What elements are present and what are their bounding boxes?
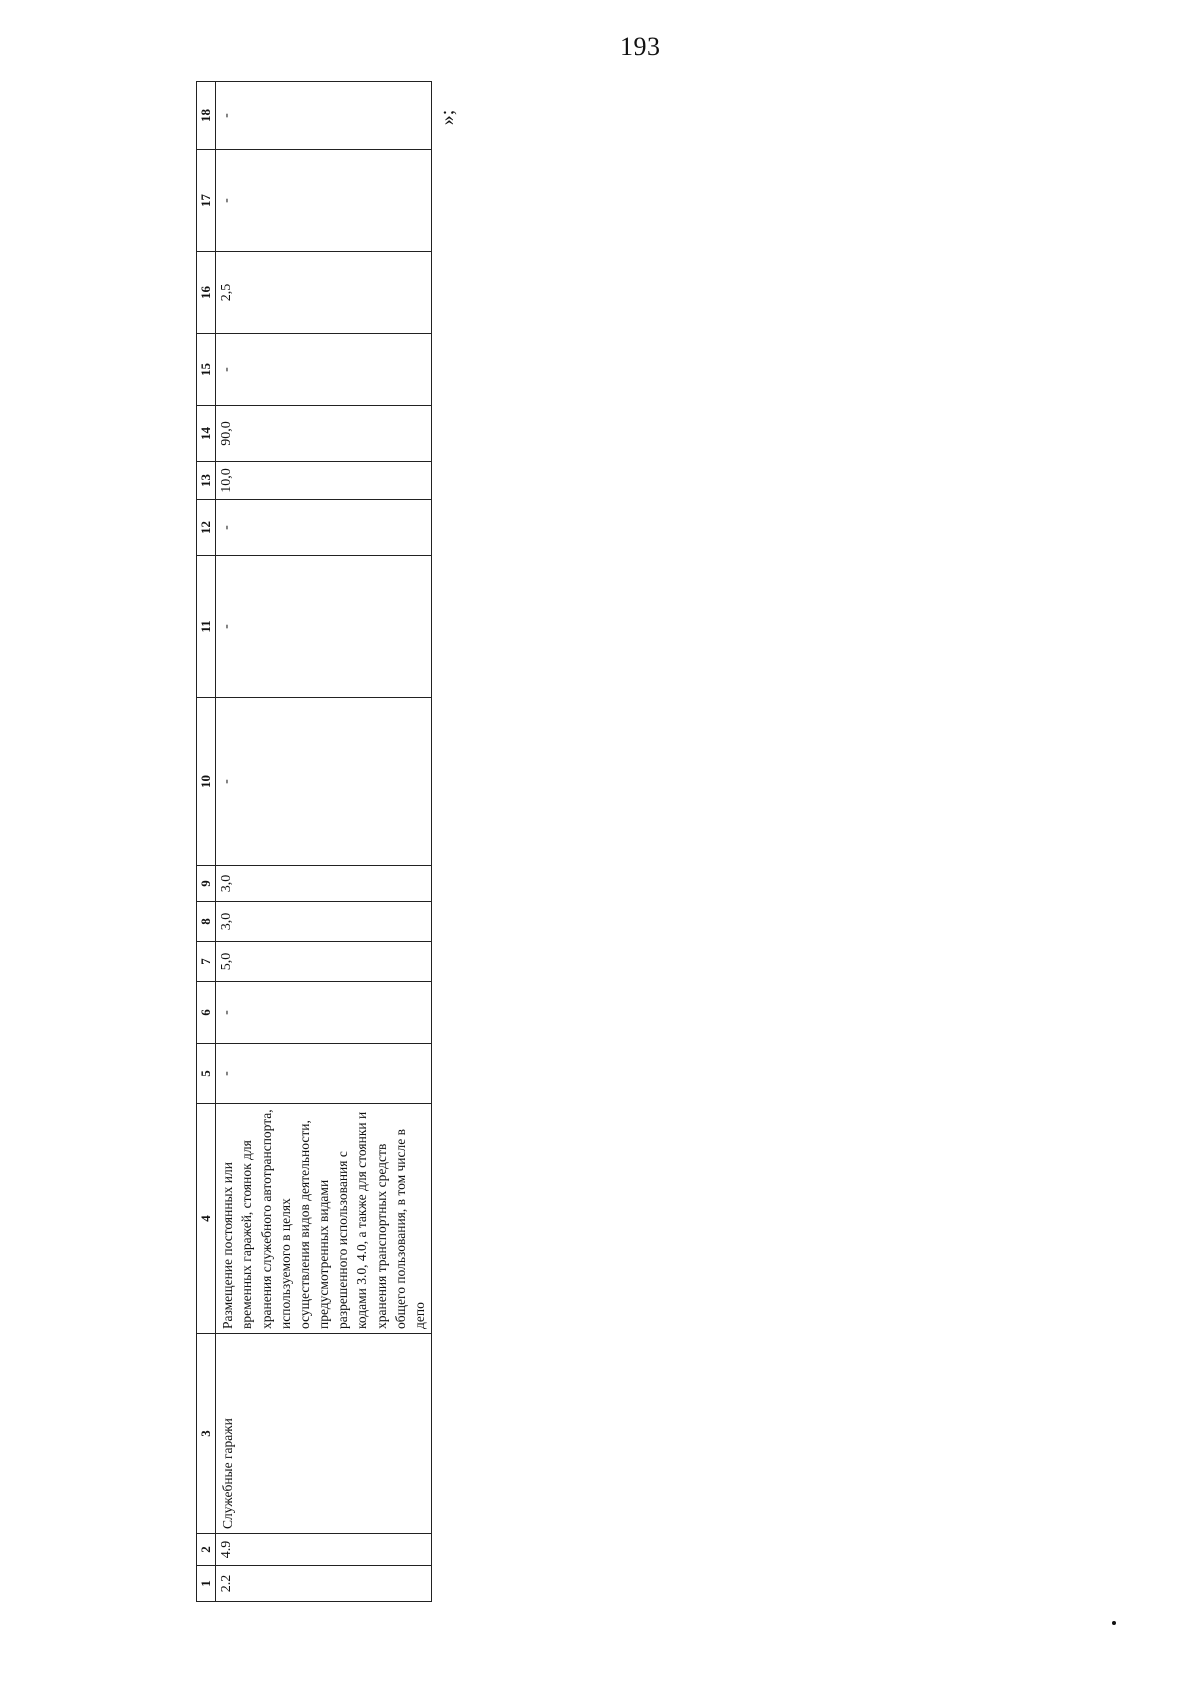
cell-col-9: 3,0 [216, 866, 432, 902]
header-col-2: 2 [197, 1534, 216, 1566]
header-col-9: 9 [197, 866, 216, 902]
header-col-18: 18 [197, 82, 216, 150]
cell-col-16: 2,5 [216, 252, 432, 334]
header-col-15: 15 [197, 334, 216, 406]
table-row [216, 82, 432, 1602]
header-row [197, 82, 216, 1602]
header-col-11: 11 [197, 556, 216, 698]
header-col-14: 14 [197, 406, 216, 462]
header-col-12: 12 [197, 500, 216, 556]
header-col-16: 16 [197, 252, 216, 334]
header-col-6: 6 [197, 982, 216, 1044]
cell-col-13: 10,0 [216, 462, 432, 500]
header-col-8: 8 [197, 902, 216, 942]
scan-dot [1112, 1621, 1116, 1625]
cell-land-use-description: Размещение постоянных или временных гаражей, стоянок для хранения служебного автотранспорта, используемого в целях осуществления видов деятельности, предусмотренных видами разрешенного использования с кодами 3.0, 4.0, а также для стоянки и хранения транспортных средств общего пользования, в том числе в депо [216, 1104, 432, 1334]
cell-col-11: - [216, 556, 432, 698]
header-col-7: 7 [197, 942, 216, 982]
cell-col-10: - [216, 698, 432, 866]
header-col-17: 17 [197, 150, 216, 252]
cell-col-17: - [216, 150, 432, 252]
header-col-3: 3 [197, 1334, 216, 1534]
header-col-4: 4 [197, 1104, 216, 1334]
cell-subcode: 4.9 [216, 1534, 432, 1566]
cell-code: 2.2 [216, 1566, 432, 1602]
cell-col-14: 90,0 [216, 406, 432, 462]
header-col-5: 5 [197, 1044, 216, 1104]
cell-col-12: - [216, 500, 432, 556]
page-number: 193 [620, 32, 661, 61]
header-col-1: 1 [197, 1566, 216, 1602]
header-col-10: 10 [197, 698, 216, 866]
closing-quote: »; [436, 109, 459, 126]
cell-col-5: - [216, 1044, 432, 1104]
cell-land-use-name: Служебные гаражи [216, 1334, 432, 1534]
cell-col-8: 3,0 [216, 902, 432, 942]
cell-col-18: - [216, 82, 432, 150]
land-use-table [196, 81, 432, 1602]
cell-col-6: - [216, 982, 432, 1044]
header-col-13: 13 [197, 462, 216, 500]
cell-col-7: 5,0 [216, 942, 432, 982]
cell-col-15: - [216, 334, 432, 406]
rotated-table-container [196, 102, 426, 1602]
